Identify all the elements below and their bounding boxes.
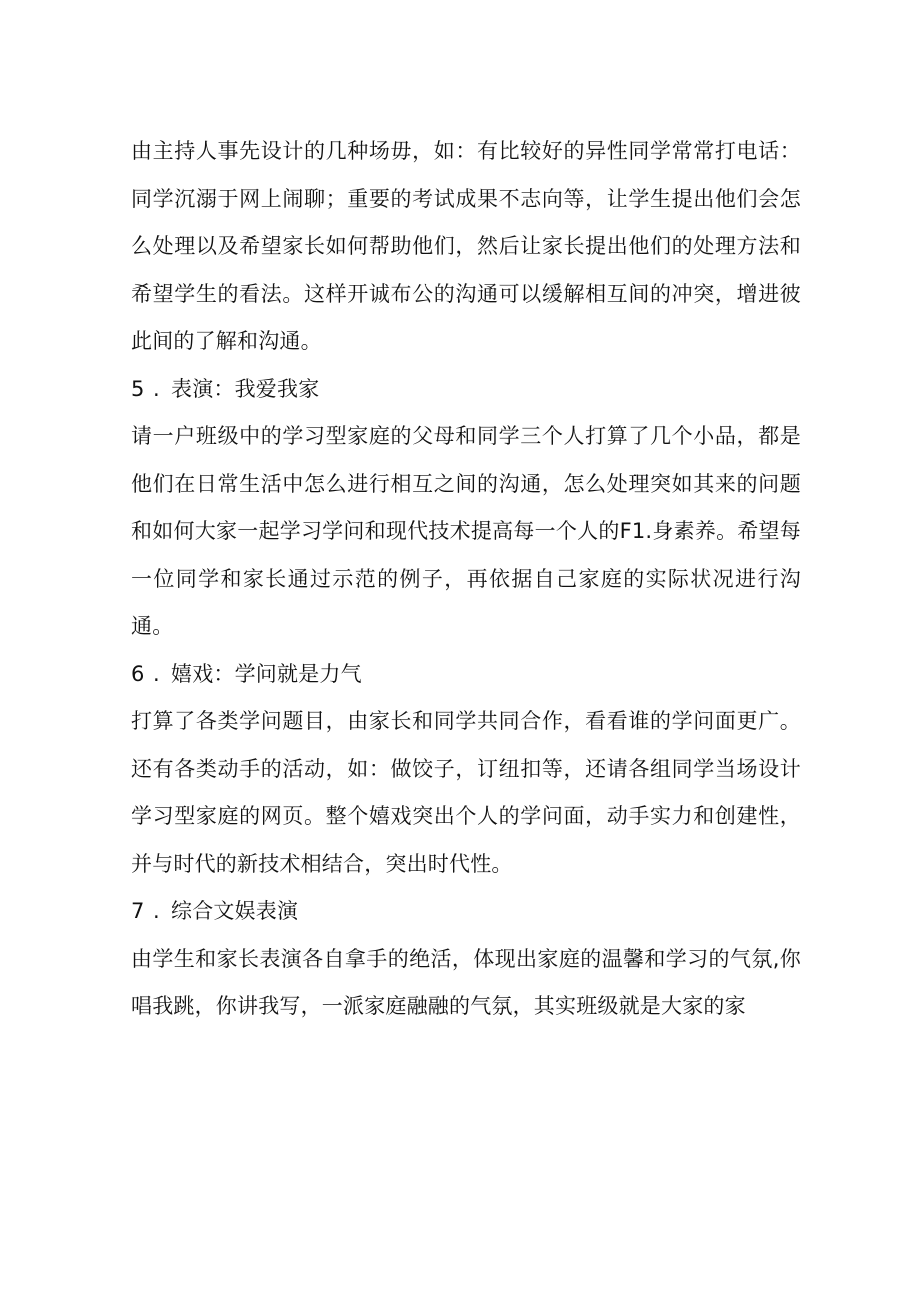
paragraph-performance: 请一户班级中的学习型家庭的父母和同学三个人打算了几个小品，都是他们在日常生活中怎么进行相互之间的沟通，怎么处理突如其来的问题和如何大家一起学习学问和现代技术提高每一个人的F1.身素养。希望每一位同学和家长通过示范的例子，再依据自己家庭的实际状况进行沟通。 xyxy=(131,424,801,638)
section-dot: . xyxy=(153,376,160,401)
section-title: 表演：我爱我家 xyxy=(171,376,320,401)
section-number: 7 xyxy=(131,899,145,923)
section-number: 5 xyxy=(131,376,145,401)
section-dot: . xyxy=(153,899,160,923)
section-heading-6 xyxy=(131,651,801,699)
section-title: 嬉戏：学问就是力气 xyxy=(171,661,362,686)
section-dot: . xyxy=(153,661,160,686)
document-body xyxy=(131,128,801,1031)
section-number: 6 xyxy=(131,661,145,686)
section-title: 综合文娱表演 xyxy=(171,899,299,923)
paragraph-entertainment: 由学生和家长表演各自拿手的绝活，体现出家庭的温馨和学习的气氛,你唱我跳，你讲我写，一派家庭融融的气氛，其实班级就是大家的家 xyxy=(131,946,801,1018)
paragraph-game: 打算了各类学问题目，由家长和同学共同合作，看看谁的学问面更广。还有各类动手的活动，如：做饺子，订纽扣等，还请各组同学当场设计学习型家庭的网页。整个嬉戏突出个人的学问面，动手实力和创建性，并与时代的新技术相结合，突出时代性。 xyxy=(131,709,801,876)
paragraph-scenario-discussion: 由主持人事先设计的几种场毋，如：有比较好的异性同学常常打电话：同学沉溺于网上闹聊；重要的考试成果不志向等，让学生提出他们会怎么处理以及希望家长如何帮助他们，然后让家长提出他们的处理方法和希望学生的看法。这样开诚布公的沟通可以缓解相互间的冲突，增进彼此间的了解和沟通。 xyxy=(131,139,801,353)
section-heading-7 xyxy=(131,888,801,936)
section-heading-5 xyxy=(131,366,801,414)
